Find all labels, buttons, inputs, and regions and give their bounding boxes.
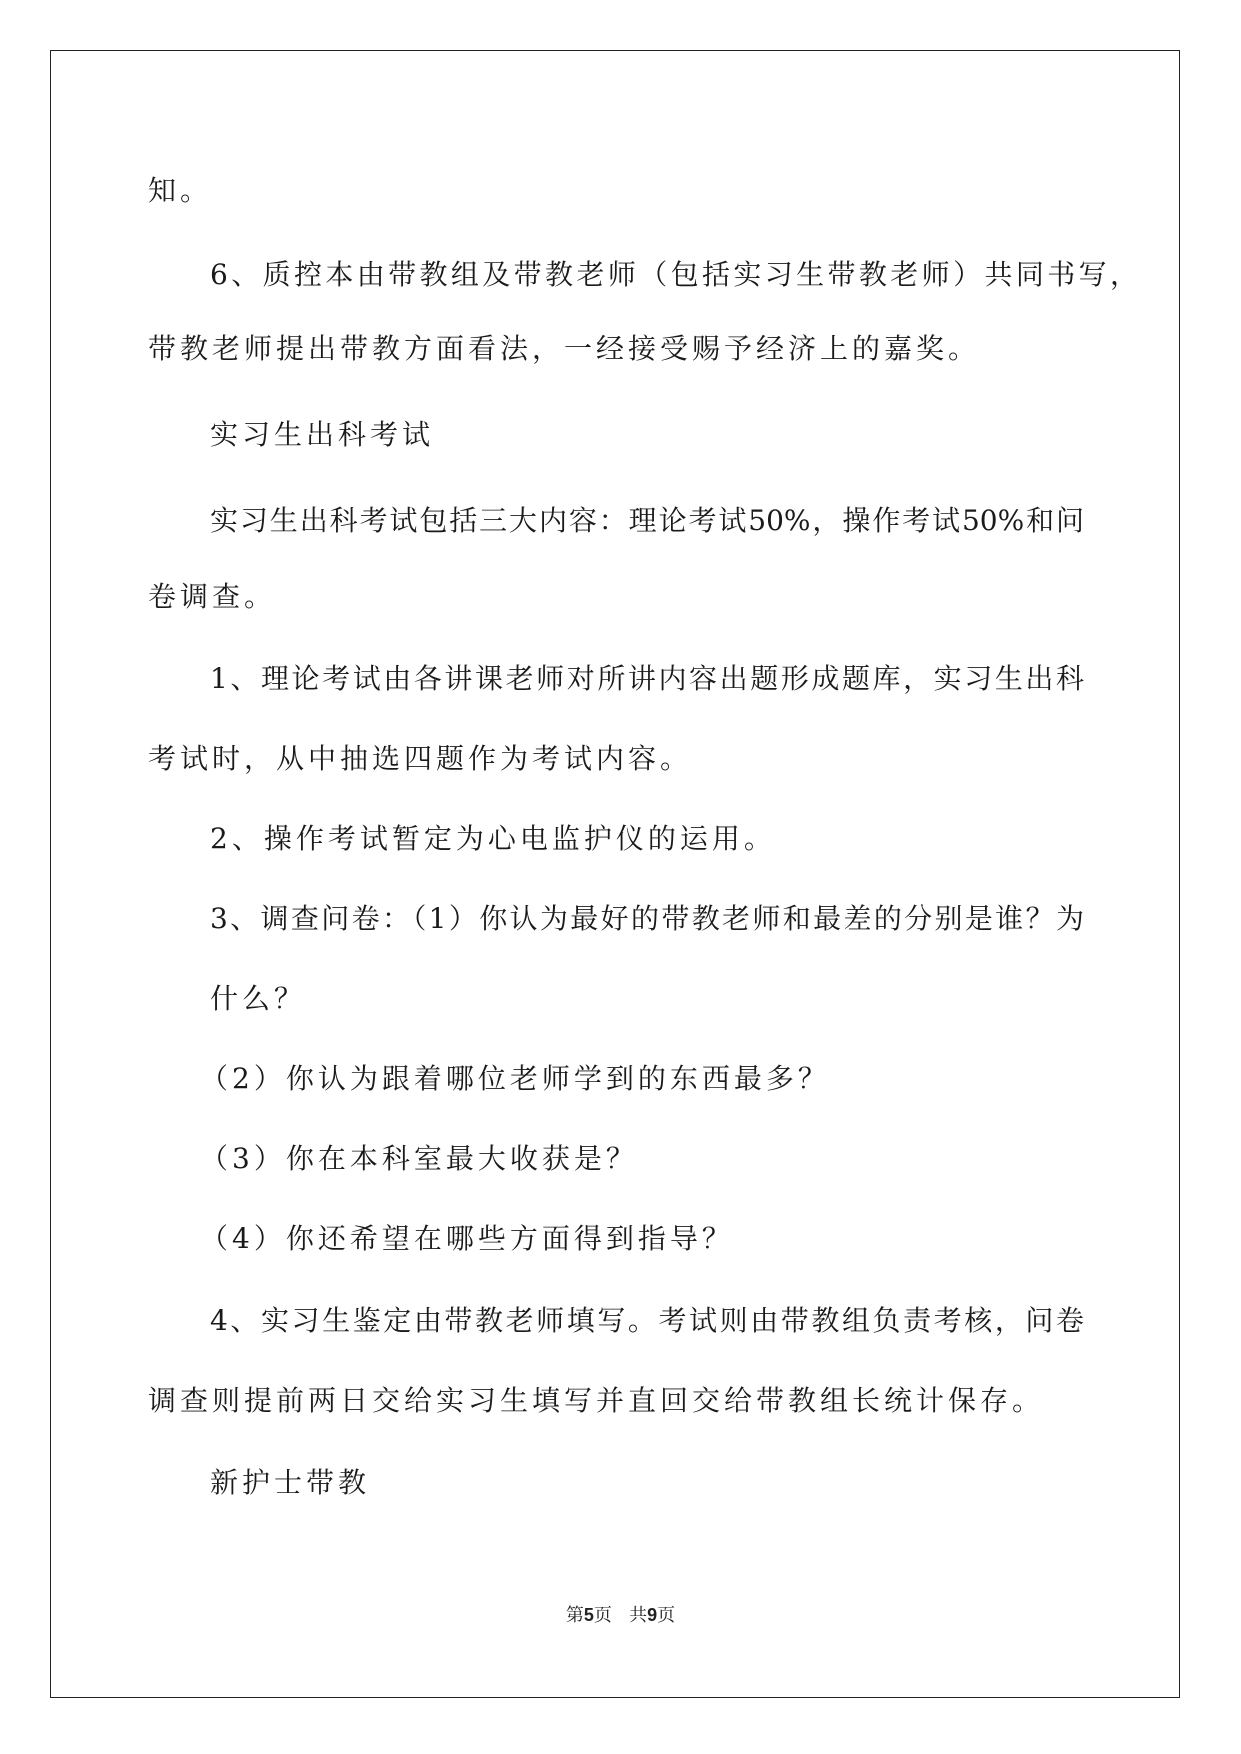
footer-total-suffix: 页 <box>657 1605 676 1626</box>
text-line-2: 6、质控本由带教组及带教老师（包括实习生带教老师）共同书写， <box>210 258 1138 291</box>
text-line-3: 带教老师提出带教方面看法，一经接受赐予经济上的嘉奖。 <box>148 332 981 365</box>
text-line-8: 考试时，从中抽选四题作为考试内容。 <box>148 742 693 775</box>
text-line-14: （4）你还希望在哪些方面得到指导？ <box>200 1222 734 1255</box>
footer-page-number: 5 <box>583 1605 594 1625</box>
page-footer <box>0 1604 1241 1627</box>
text-line-10: 3、调查问卷：（1）你认为最好的带教老师和最差的分别是谁？为 <box>210 902 1084 935</box>
text-line-15: 4、实习生鉴定由带教老师填写。考试则由带教组负责考核，问卷 <box>210 1304 1084 1337</box>
section-heading-new-nurse: 新护士带教 <box>210 1466 371 1499</box>
text-line-12: （2）你认为跟着哪位老师学到的东西最多？ <box>200 1062 830 1095</box>
text-line-16: 调查则提前两日交给实习生填写并直回交给带教组长统计保存。 <box>148 1384 1045 1417</box>
text-line-11: 什么？ <box>210 982 307 1015</box>
text-line-6: 卷调查。 <box>148 580 277 613</box>
footer-total-pages: 9 <box>647 1605 658 1625</box>
text-line-1: 知。 <box>148 174 213 207</box>
text-line-13: （3）你在本科室最大收获是？ <box>200 1142 638 1175</box>
text-line-7: 1、理论考试由各讲课老师对所讲内容出题形成题库，实习生出科 <box>210 662 1084 695</box>
footer-page-prefix: 第 <box>565 1605 584 1626</box>
footer-total-prefix: 共 <box>629 1605 648 1626</box>
text-line-9: 2、操作考试暂定为心电监护仪的运用。 <box>210 822 776 855</box>
text-line-5: 实习生出科考试包括三大内容：理论考试50%，操作考试50%和问 <box>210 504 1084 537</box>
footer-page-suffix: 页 <box>593 1605 612 1626</box>
page-border <box>50 50 1180 1698</box>
section-heading-exam: 实习生出科考试 <box>210 418 435 451</box>
